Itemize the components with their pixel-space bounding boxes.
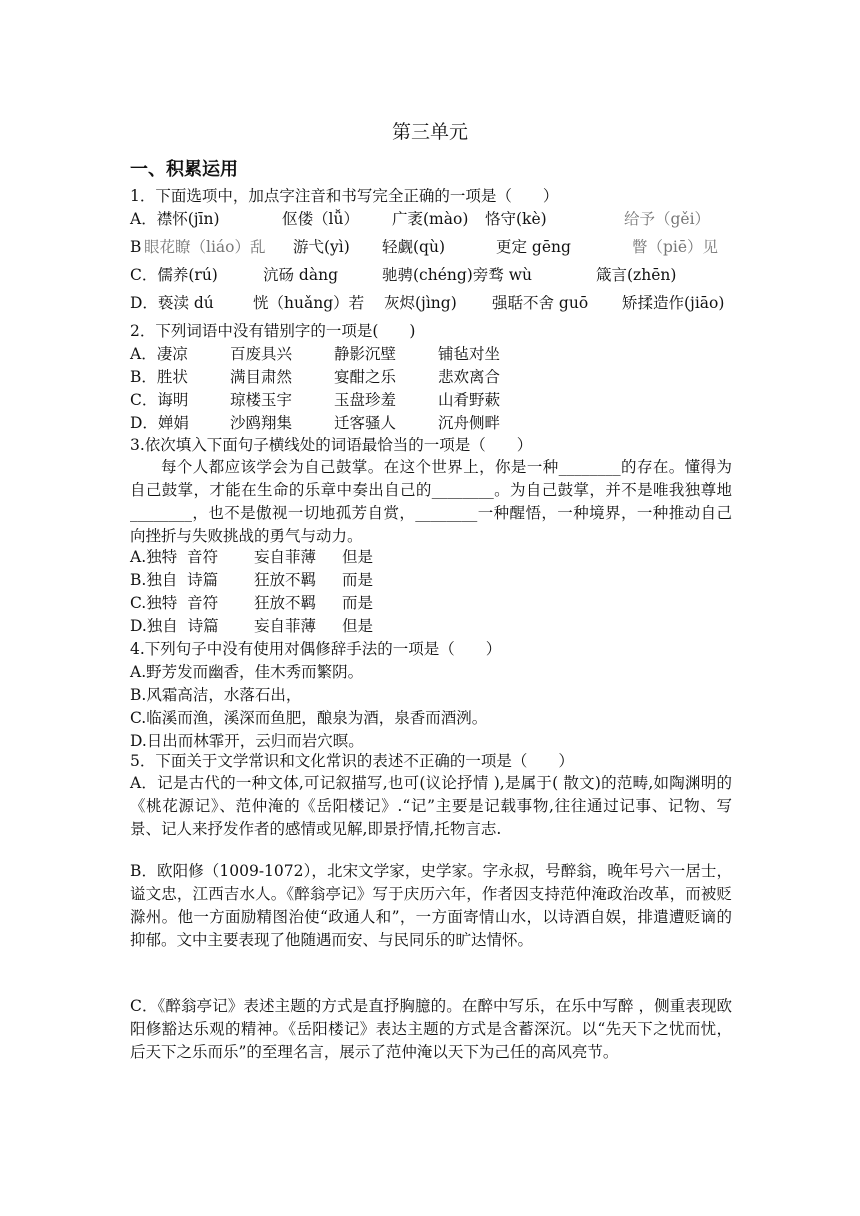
q2-word: C．诲明 — [130, 391, 189, 409]
q3-item: 妄自菲薄 — [254, 548, 317, 566]
q3-option-b — [130, 570, 730, 590]
q1-a-item: 伛偻（lǚ） — [282, 210, 359, 228]
q1-stem: 1．下面选项中，加点字注音和书写完全正确的一项是（ ） — [130, 187, 559, 205]
q2-word: 玉盘珍羞 — [334, 391, 397, 409]
q1-a-item: 广袤(mào) — [392, 210, 469, 228]
q3-item: C.独特 音符 — [130, 594, 219, 612]
q3-passage: 每个人都应该学会为自己鼓掌。在这个世界上，你是一种________的存在。懂得为自己鼓掌，才能在生命的乐章中奏出自己的________。为自己鼓掌，并不是唯我独尊地________，也不是傲视一切地孤芳自赏，________一种醒悟，一种境界，一种推动自己向挫折与失败挑战的勇气与动力。 — [130, 458, 732, 545]
q2-option-c — [130, 390, 730, 410]
q1-a-item: 给予（gěi） — [624, 210, 711, 228]
q2-word: 沉舟侧畔 — [438, 414, 501, 432]
q2-word: 静影沉壁 — [334, 345, 397, 363]
q1-a-item: 恪守(kè) — [485, 210, 547, 228]
q3-item: A.独特 音符 — [130, 548, 218, 566]
q2-option-d — [130, 413, 730, 433]
q5-option-b: B．欧阳修（1009-1072），北宋文学家，史学家。字永叔，号醉翁，晚年号六一居士，谥文忠，江西吉水人。《醉翁亭记》写于庆历六年，作者因支持范仲淹政治改革，而被贬滁州。他一方面励精图治使“政通人和”，一方面寄情山水，以诗酒自娱，排遣遭贬谪的抑郁。文中主要表现了他随遇而安、与民同乐的旷达情怀。 — [130, 862, 732, 949]
q3-item: 而是 — [342, 594, 374, 612]
q1-b-item: 更定 gēng — [496, 238, 571, 256]
q3-item: 狂放不羁 — [254, 594, 317, 612]
q1-d-item: 矫揉造作(jiāo) — [622, 294, 725, 312]
q3-option-c — [130, 593, 730, 613]
q3-item: 但是 — [342, 617, 374, 635]
q2-word: D．婵娟 — [130, 414, 189, 432]
q1-a-item: A．襟怀(jīn) — [130, 210, 220, 228]
q3-item: B.独自 诗篇 — [130, 571, 219, 589]
q2-word: 满目肃然 — [230, 368, 293, 386]
q4-option-c: C.临溪而渔，溪深而鱼肥，酿泉为酒，泉香而酒洌。 — [130, 709, 488, 727]
q1-d-item: D．亵渎 dú — [130, 294, 214, 312]
q2-stem: 2．下列词语中没有错别字的一项是( ) — [130, 322, 416, 340]
q2-word: A．凄凉 — [130, 345, 188, 363]
q2-word: 铺毡对坐 — [438, 345, 501, 363]
q1-b-item: 游弋(yì) — [293, 238, 350, 256]
q2-word: 琼楼玉宇 — [230, 391, 293, 409]
q2-word: B．胜状 — [130, 368, 188, 386]
q1-b-item: 眼花瞭（liáo）乱 — [144, 238, 266, 256]
q4-option-b: B.风霜高洁，水落石出， — [130, 686, 302, 704]
q1-d-item: 恍（huǎng）若 — [253, 294, 365, 312]
q4-option-d: D.日出而林霏开，云归而岩穴暝。 — [130, 732, 364, 750]
section-heading: 一、积累运用 — [130, 159, 238, 180]
q3-item: D.独自 诗篇 — [130, 617, 219, 635]
q1-b-item: 轻觑(qù) — [382, 238, 445, 256]
q2-word: 沙鸥翔集 — [230, 414, 293, 432]
q3-option-a — [130, 547, 730, 567]
q5-stem: 5．下面关于文学常识和文化常识的表述不正确的一项是（ ） — [130, 752, 574, 770]
q3-stem: 3.依次填入下面句子横线处的词语最恰当的一项是（ ） — [130, 436, 533, 454]
q3-item: 但是 — [342, 548, 374, 566]
q1-c-item: 沆砀 dàng — [263, 266, 338, 284]
q1-d-item: 强聒不舍 guō — [492, 294, 589, 312]
q2-option-a — [130, 344, 730, 364]
q1-option-b — [130, 237, 730, 257]
q2-word: 悲欢离合 — [438, 368, 501, 386]
q3-option-d — [130, 616, 730, 636]
q4-option-a: A.野芳发而幽香，佳木秀而繁阴。 — [130, 663, 364, 681]
q2-word: 山肴野蔌 — [438, 391, 501, 409]
q1-c-item: C．儒养(rú) — [130, 266, 218, 284]
q2-word: 迁客骚人 — [334, 414, 397, 432]
q3-item: 妄自菲薄 — [254, 617, 317, 635]
q2-word: 宴酣之乐 — [334, 368, 397, 386]
page-title: 第三单元 — [391, 121, 468, 143]
q4-stem: 4.下列句子中没有使用对偶修辞手法的一项是（ ） — [130, 640, 502, 658]
q1-c-item: 驰骋(chéng)旁骛 wù — [382, 266, 533, 284]
q1-option-d — [130, 293, 732, 313]
q1-option-c — [130, 265, 730, 285]
q1-option-a — [130, 209, 730, 229]
q5-option-a: A．记是古代的一种文体,可记叙描写,也可(议论抒情 ),是属于( 散文)的范畴,如陶渊明的《桃花源记》、范仲淹的《岳阳楼记》.“记”主要是记载事物,往往通过记事、记物、写景、记人来抒发作者的感情或见解,即景抒情,托物言志. — [130, 774, 732, 838]
q3-item: 狂放不羁 — [254, 571, 317, 589]
q2-option-b — [130, 367, 730, 387]
q2-word: 百废具兴 — [230, 345, 293, 363]
q3-item: 而是 — [342, 571, 374, 589]
q1-d-item: 灰烬(jìng) — [384, 294, 457, 312]
q5-option-c: C．《醉翁亭记》表述主题的方式是直抒胸臆的。在醉中写乐，在乐中写醉 ，侧重表现欧阳修豁达乐观的精神。《岳阳楼记》表达主题的方式是含蓄深沉。以“先天下之忧而忧，后天下之乐而乐”的至理名言，展示了范仲淹以天下为己任的高风亮节。 — [130, 997, 732, 1061]
q1-c-item: 箴言(zhēn) — [596, 266, 677, 284]
q1-b-item: B — [130, 238, 142, 256]
q1-b-item: 瞥（piē）见 — [632, 238, 719, 256]
